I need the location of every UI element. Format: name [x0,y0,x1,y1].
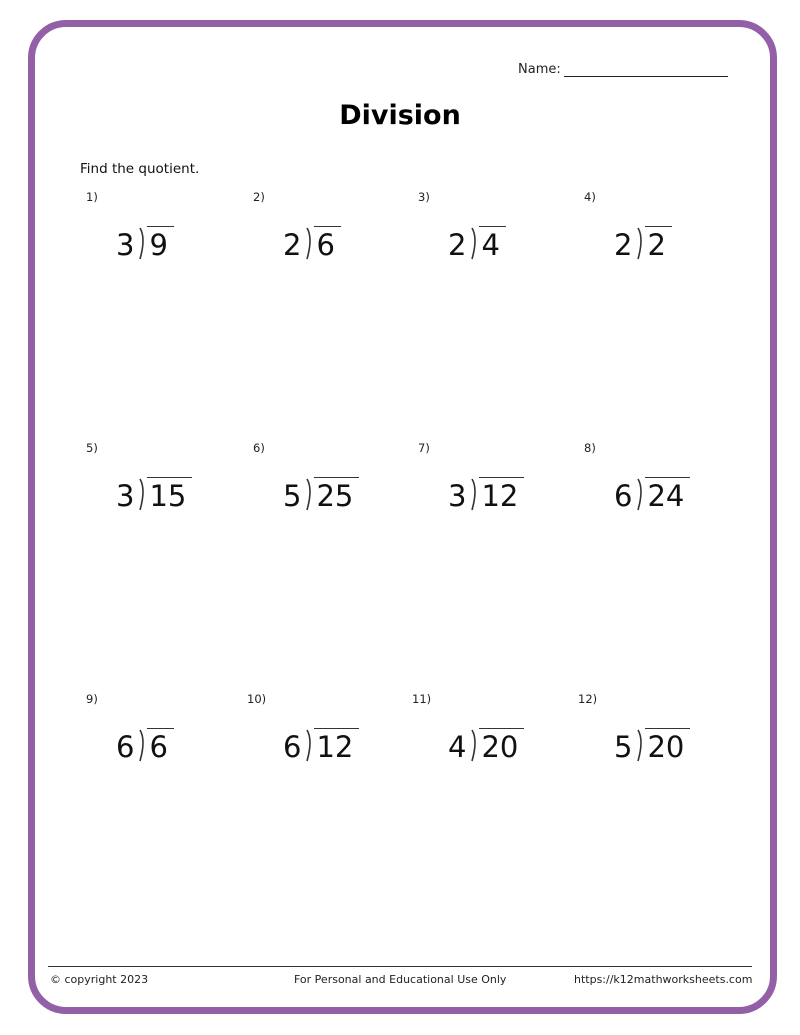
division-bracket-icon [137,728,147,762]
problem-number: 9) [86,692,98,706]
dividend: 12 [314,728,359,762]
long-division-expression [614,477,690,511]
footer-divider [48,966,752,967]
page-title: Division [339,100,461,131]
problem-2 [253,190,413,290]
dividend: 24 [645,477,690,511]
problem-7 [418,441,578,541]
name-label: Name: [518,62,561,77]
problem-5 [86,441,246,541]
divisor: 6 [116,730,135,764]
problem-9 [86,692,246,792]
dividend: 9 [147,226,173,260]
dividend: 15 [147,477,192,511]
problem-number: 4) [584,190,596,204]
divisor: 2 [283,228,302,262]
long-division-expression [283,728,359,762]
division-bracket-icon [304,226,314,260]
divisor: 5 [283,479,302,513]
problem-12 [578,692,738,792]
problem-number: 3) [418,190,430,204]
divisor: 3 [116,228,135,262]
long-division-expression [614,728,690,762]
problem-number: 8) [584,441,596,455]
problem-1 [86,190,246,290]
division-bracket-icon [137,477,147,511]
dividend: 4 [479,226,505,260]
name-blank-line[interactable] [564,62,728,77]
footer-usage: For Personal and Educational Use Only [294,973,507,986]
division-bracket-icon [469,728,479,762]
problem-10 [247,692,407,792]
divisor: 2 [448,228,467,262]
problem-number: 12) [578,692,598,706]
problem-11 [412,692,572,792]
long-division-expression [448,226,506,260]
division-bracket-icon [304,477,314,511]
long-division-expression [116,728,174,762]
problem-number: 5) [86,441,98,455]
problem-number: 11) [412,692,432,706]
division-bracket-icon [635,226,645,260]
dividend: 20 [645,728,690,762]
dividend: 20 [479,728,524,762]
dividend: 6 [147,728,173,762]
division-bracket-icon [469,477,479,511]
divisor: 6 [614,479,633,513]
divisor: 2 [614,228,633,262]
problem-number: 1) [86,190,98,204]
problem-number: 10) [247,692,267,706]
divisor: 3 [116,479,135,513]
problem-number: 6) [253,441,265,455]
long-division-expression [116,477,192,511]
instructions: Find the quotient. [80,161,200,177]
name-field[interactable] [518,62,728,77]
division-bracket-icon [635,728,645,762]
problem-4 [584,190,744,290]
long-division-expression [448,728,524,762]
divisor: 3 [448,479,467,513]
dividend: 25 [314,477,359,511]
long-division-expression [116,226,174,260]
long-division-expression [614,226,672,260]
long-division-expression [448,477,524,511]
long-division-expression [283,226,341,260]
division-bracket-icon [137,226,147,260]
problem-number: 7) [418,441,430,455]
long-division-expression [283,477,359,511]
problem-6 [253,441,413,541]
divisor: 6 [283,730,302,764]
divisor: 4 [448,730,467,764]
footer-copyright: © copyright 2023 [50,973,149,986]
dividend: 6 [314,226,340,260]
division-bracket-icon [304,728,314,762]
dividend: 12 [479,477,524,511]
problem-8 [584,441,744,541]
division-bracket-icon [469,226,479,260]
problem-3 [418,190,578,290]
footer-url-link[interactable]: https://k12mathworksheets.com [574,973,753,986]
divisor: 5 [614,730,633,764]
dividend: 2 [645,226,671,260]
problem-number: 2) [253,190,265,204]
division-bracket-icon [635,477,645,511]
